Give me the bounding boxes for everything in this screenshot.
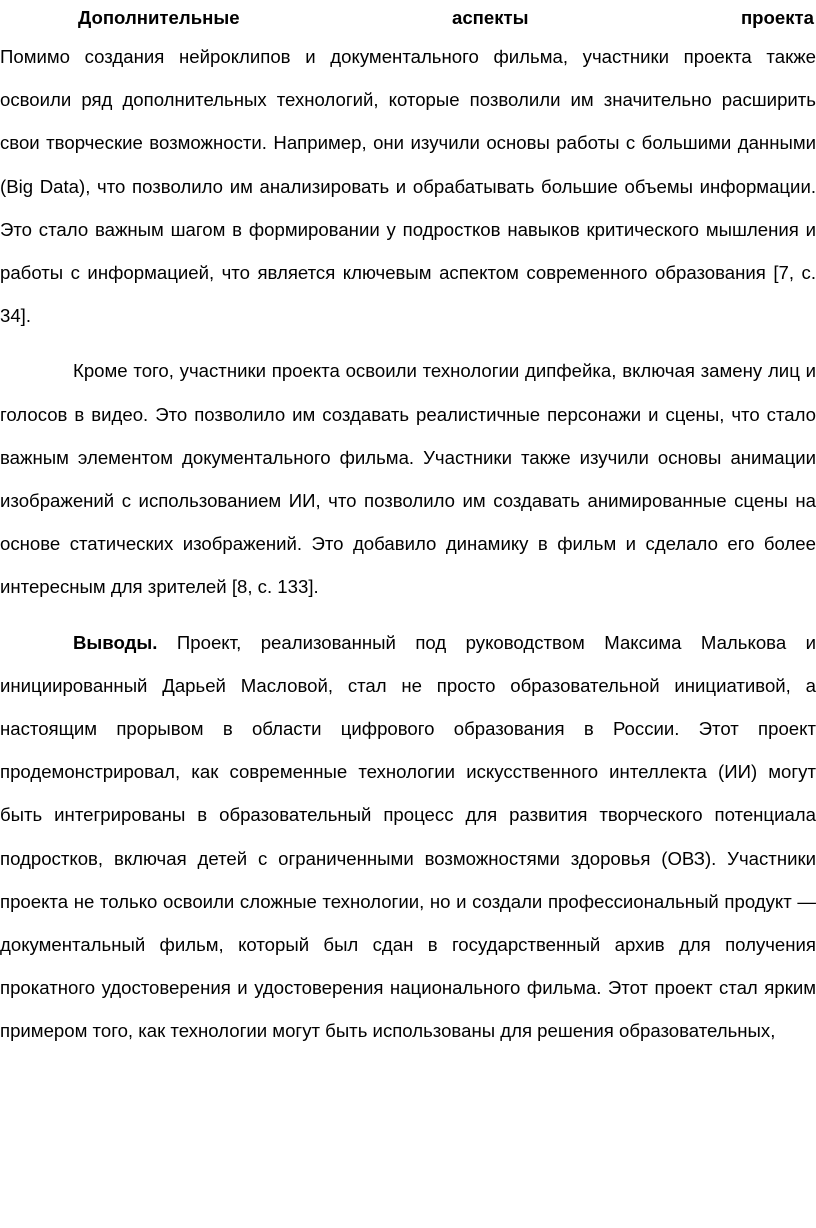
paragraph-conclusions [0, 621, 816, 1053]
paragraph-big-data: Помимо создания нейроклипов и документального фильма, участники проекта также освоили ряд дополнительных технологий, которые позволили им значительно расширить свои творческие возможности. Например, они изучили основы работы с большими данными (Big Data), что позволило им анализировать и обрабатывать большие объемы информации. Это стало важным шагом в формировании у подростков навыков критического мышления и работы с информацией, что является ключевым аспектом современного образования [7, с. 34]. [0, 46, 816, 327]
heading-word-3: проекта [740, 7, 814, 28]
conclusions-text: Проект, реализованный под руководством Максима Малькова и инициированный Дарьей Масловой, стал не просто образовательной инициативой, а настоящим прорывом в области цифрового образования в России. Этот проект продемонстрировал, как современные технологии искусственного интеллекта (ИИ) могут быть интегрированы в образовательный процесс для развития творческого потенциала подростков, включая детей с ограниченными возможностями здоровья (ОВЗ). Участники проекта не только освоили сложные технологии, но и создали профессиональный продукт — документальный фильм, который был сдан в государственный архив для получения прокатного удостоверения и удостоверения национального фильма. Этот проект стал ярким примером того, как технологии могут быть использованы для решения образовательных, [0, 631, 816, 1042]
conclusions-label: Выводы. [73, 631, 158, 653]
heading-word-1: Дополнительные [78, 7, 240, 28]
paragraph-deepfake: Кроме того, участники проекта освоили технологии дипфейка, включая замену лиц и голосов в видео. Это позволило им создавать реалистичные персонажи и сцены, что стало важным элементом документального фильма. Участники также изучили основы анимации изображений с использованием ИИ, что позволило им создавать анимированные сцены на основе статических изображений. Это добавило динамику в фильм и сделало его более интересным для зрителей [8, с. 133]. [0, 360, 816, 598]
heading-word-2: аспекты [451, 7, 529, 28]
section-heading [0, 0, 816, 35]
